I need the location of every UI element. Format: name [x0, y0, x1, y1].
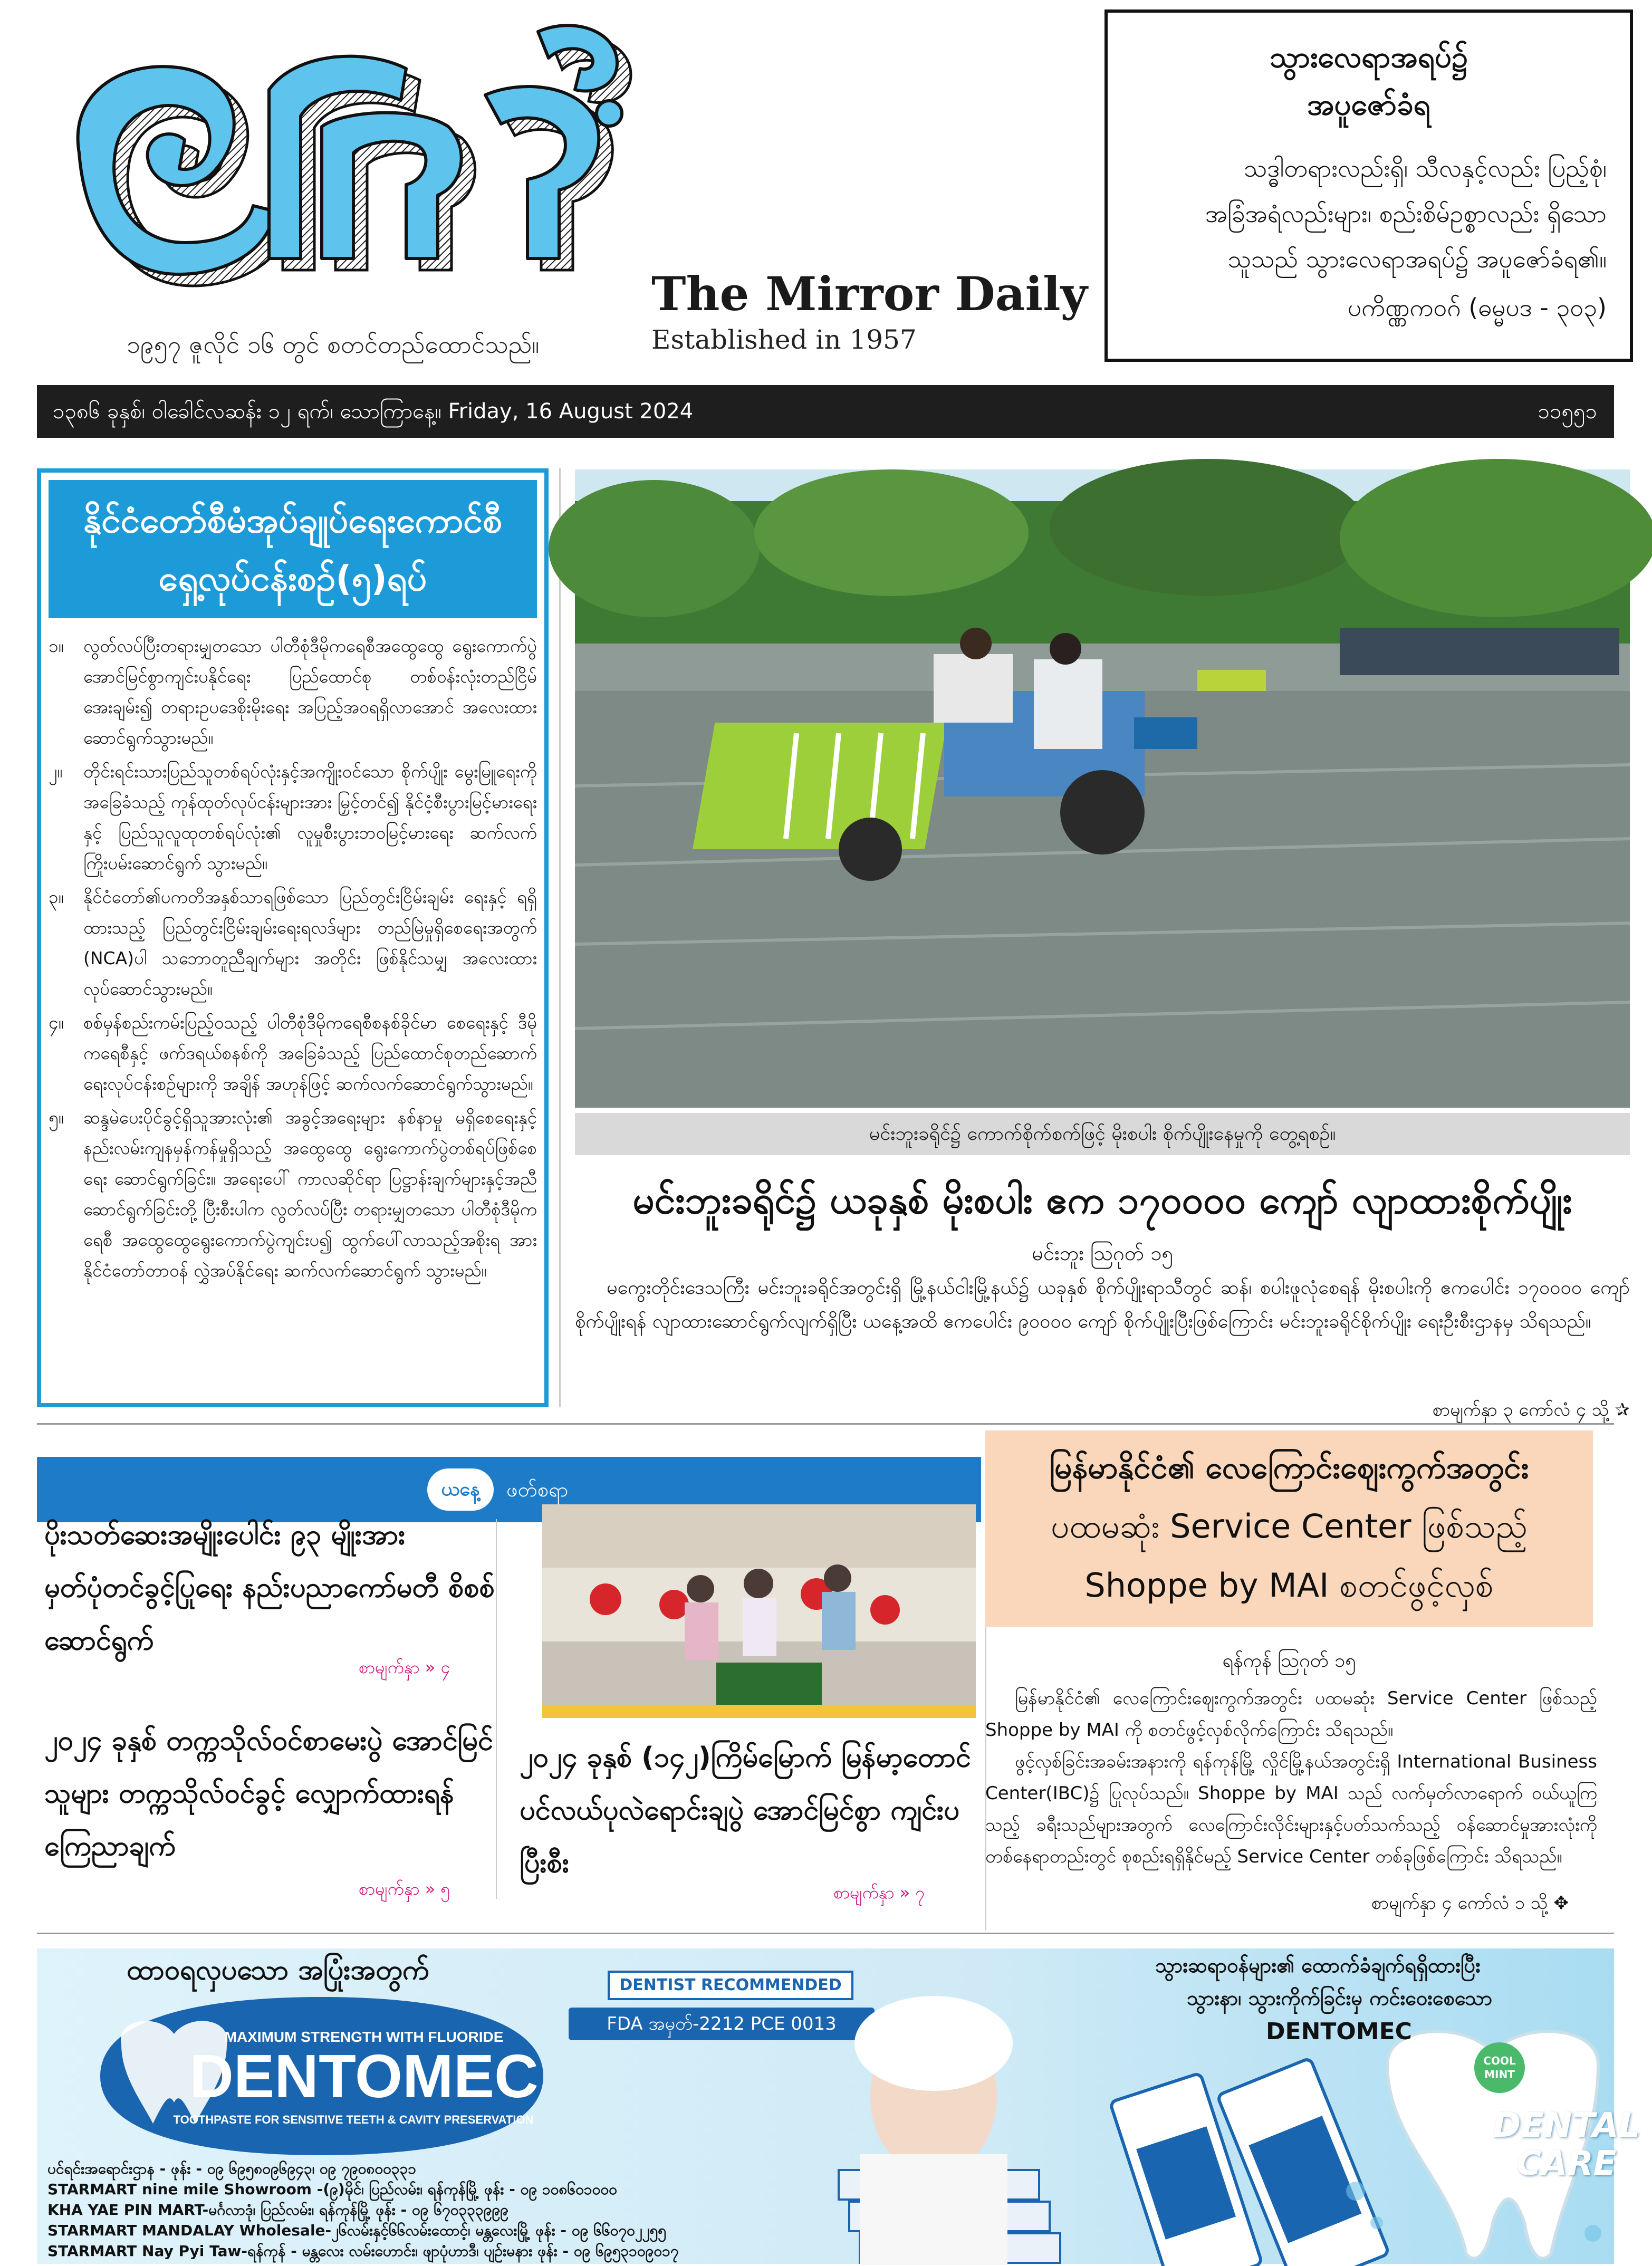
brief-page-link-3[interactable]: စာမျက်နှာ » ၇ [833, 1883, 925, 1903]
issue-date: ၁၃၈၆ ခုနှစ်၊ ဝါခေါင်လဆန်း ၁၂ ရက်၊ သောကြာနေ့။ Friday, 16 August 2024 [53, 399, 694, 424]
ad-tagline-2: သွားနာ၊ သွားကိုက်ခြင်းမှ ကင်းဝေးစေသော [1187, 1986, 1493, 2010]
ad-product-art [564, 2033, 1614, 2264]
policy-item-text: စစ်မှန်စည်းကမ်းပြည့်ဝသည့် ပါတီစုံဒီမိုကရေစီစနစ်ခိုင်မာ စေရေးနှင့် ဒီမိုကရေစီနှင့် ဖက်ဒရယ်စနစ်ကို အခြေခံသည့် ပြည်ထောင်စုတည်ဆောက်ရေးလုပ်ငန်းစဉ်များကို အချိန် အဟုန်ဖြင့် ဆက်လက်ဆောင်ရွက်သွားမည်။ [83, 1012, 537, 1094]
policy-item-text: ဆန္ဒမဲပေးပိုင်ခွင့်ရှိသူအားလုံး၏ အခွင့်အရေးများ နစ်နာမှု မရှိစေရေးနှင့် နည်းလမ်းကျနမှန်ကန်မှုရှိသည့် အထွေထွေ ရွေးကောက်ပွဲတစ်ရပ်ဖြစ်စေရေး ဆောင်ရွက်ခြင်း။ အရေးပေါ် ကာလဆိုင်ရာ ပြဋ္ဌာန်းချက်များနှင့်အညီ ဆောင်ရွက်ခြင်းတို့ ပြီးစီးပါက လွတ်လပ်ပြီး တရားမျှတသော ပါတီစုံဒီမိုကရေစီ အထွေထွေရွေးကောက်ပွဲကျင်းပ၍ ထွက်ပေါ်လာသည့်အစိုးရ အား နိုင်ငံတော်တာဝန် လွှဲအပ်နိုင်ရေး ဆက်လက်ဆောင်ရွက် သွားမည်။ [83, 1107, 537, 1281]
quote-source: ပကိဏ္ဏကဝဂ် (ဓမ္မပဒ - ၃၀၃) [1347, 293, 1607, 322]
section-divider [37, 1933, 1614, 1934]
dentomec-logo-art [69, 1997, 575, 2155]
quote-title-1: သွားလေရာအရပ်၌ [1269, 40, 1468, 74]
shoppe-para-2: ဖွင့်လှစ်ခြင်းအခမ်းအနားကို ရန်ကုန်မြို့ လှိုင်မြို့နယ်အတွင်းရှိ International Business Center(IBC)၌ ပြုလုပ်သည်။ Shoppe by MAI သည် လက်မှတ်လာရောက် ဝယ်ယူကြသည့် ခရီးသည်များအတွက် လေကြောင်းလိုင်းများနှင့်ပတ်သက်သည့် ဝန်ဆောင်မှုအားလုံးကို တစ်နေရာတည်းတွင် စုစည်းရရှိနိုင်မည့် Service Center တစ်ခုဖြစ်ကြောင်း သိရသည်။ [985, 1751, 1597, 1867]
lead-headline: မင်းဘူးခရိုင်၌ ယခုနှစ် မိုးစပါး ဧက ၁၇၀၀၀၀ ကျော် လျာထားစိုက်ပျိုး [632, 1178, 1572, 1222]
policy-heading-line1: နိုင်ငံတော်စီမံအုပ်ချုပ်ရေးကောင်စီ [83, 500, 503, 541]
brief-headline-2[interactable]: ၂၀၂၄ ခုနှစ် တက္ကသိုလ်ဝင်စာမေးပွဲ အောင်မြင်သူများ တက္ကသိုလ်ဝင်ခွင့် လျှောက်ထားရန် ကြေညာချက် [44, 1725, 493, 1862]
policy-item-number: ၁။ [49, 636, 64, 656]
brand-tagline-top: MAXIMUM STRENGTH WITH FLUORIDE [224, 2029, 504, 2045]
dental-care-text [1493, 2107, 1640, 2183]
dentomec-logo [69, 1997, 575, 2155]
policy-item [49, 882, 537, 1004]
quote-title-2: အပူဇော်ခံရ [1307, 88, 1430, 122]
policy-list [49, 631, 537, 1289]
dentist-recommended-badge: DENTIST RECOMMENDED [608, 1971, 853, 2000]
date-bar [37, 385, 1614, 438]
cool-mint-badge: COOL MINT [1474, 2042, 1525, 2093]
brief-page-link-1[interactable]: စာမျက်နှာ » ၄ [359, 1657, 450, 1677]
ad-top-line: ထာဝရလှပသော အပြုံးအတွက် [127, 1954, 429, 1986]
contents-label: ဖတ်စရာ [506, 1478, 569, 1501]
store-line: KHA YAE PIN MART-မင်္ဂလာဒုံ၊ ပြည်လမ်း၊ ရန်ကုန်မြို့ ဖုန်း - ၀၉ ၆၇၀၃၃၃၉၉၉ [47, 2201, 509, 2219]
issue-number: ၁၁၅၅၁ [1538, 399, 1597, 424]
section-divider [37, 1423, 1614, 1425]
store-line: STARMART MANDALAY Wholesale-၂၆လမ်းနှင့်၆၆လမ်းထောင့်၊ မန္တလေးမြို့ ဖုန်း - ၀၉ ၆၆၀၇၀၂၂၅၅ [47, 2222, 666, 2239]
lead-dateline: မင်းဘူး ဩဂုတ် ၁၅ [1032, 1242, 1173, 1265]
rice-planter-photo [575, 469, 1630, 1108]
shoppe-continued: စာမျက်နှာ ၄ ကော်လံ ၁ သို့ ✥ [1371, 1893, 1569, 1914]
contents-today-badge: ယနေ့ [427, 1468, 494, 1511]
policy-item [49, 1007, 537, 1099]
toothpaste-and-model-illustration [564, 2033, 1614, 2264]
store-line: STARMART nine mile Showroom -(၉)မိုင်၊ ပြည်လမ်း၊ ရန်ကုန်မြို့ ဖုန်း - ၀၉ ၁၀၈၆၀၁၀၀၀ [47, 2181, 617, 2198]
shoppe-dateline: ရန်ကုန် ဩဂုတ် ၁၅ [1222, 1650, 1356, 1672]
dhamma-quote-box [1104, 9, 1633, 362]
shoppe-headline-1: မြန်မာနိုင်ငံ၏ လေကြောင်းဈေးကွက်အတွင်း [1049, 1449, 1529, 1485]
store-line: STARMART Nay Pyi Taw-ရန်ကုန် - မန္တလေး လမ်းဟောင်း၊ ဖျာပုံဟာဒီ၊ ပျဉ်းမနား ဖုန်း - ၀၉ ၆၉၅၃၁၀၉၀၁၇ [47, 2242, 679, 2260]
policy-heading-line2: ရှေ့လုပ်ငန်းစဉ်(၅)ရပ် [158, 558, 427, 599]
mirror-logo-art [47, 11, 702, 306]
quote-line-1: သဒ္ဓါတရားလည်းရှိ၊ သီလနှင့်လည်း ပြည့်စုံ၊ [1243, 154, 1607, 183]
brief-headline-3[interactable]: ၂၀၂၄ ခုနှစ် (၁၄၂)ကြိမ်မြောက် မြန်မာ့တောင်ပင်လယ်ပုလဲရောင်းချပွဲ အောင်မြင်စွာ ကျင်းပပြီးစီး [520, 1742, 971, 1879]
policy-item [49, 631, 537, 753]
lead-continued: စာမျက်နှာ ၃ ကော်လံ ၄ သို့ ✰ [1433, 1399, 1630, 1420]
quote-line-2: အခြံအရံလည်းများ၊ စည်းစိမ်ဥစ္စာလည်း ရှိသော [1205, 199, 1607, 228]
quote-line-3: သူသည် သွားလေရာအရပ်၌ အပူဇော်ခံရ၏။ [1227, 245, 1607, 273]
policy-item-number: ၅။ [49, 1107, 64, 1128]
policy-item-text: နိုင်ငံတော်၏ပကတိအနှစ်သာရဖြစ်သော ပြည်တွင်းငြိမ်းချမ်း ရေးနှင့် ရရှိထားသည့် ပြည်တွင်းငြိမ်းချမ်းရေးရလဒ်များ တည်မြဲမှုရှိစေရေးအတွက် (NCA)ပါ သဘောတူညီချက်များ အတိုင်း ဖြစ်နိုင်သမျှ အလေးထားလုပ်ဆောင်သွားမည်။ [83, 887, 537, 999]
store-line: ပင်ရင်းအရောင်းဌာန - ဖုန်း - ၀၉ ၆၉၅၈၀၉၆၉၄၃၊ ၀၉ ၇၉၀၈၀၀၃၃၁ [47, 2160, 417, 2177]
shoppe-body [985, 1683, 1597, 1873]
shoppe-headline-box [985, 1430, 1593, 1627]
policy-heading [49, 480, 537, 618]
policy-item-text: တိုင်းရင်းသားပြည်သူတစ်ရပ်လုံးနှင့်အကျိုးဝင်သော စိုက်ပျိုး မွေးမြူရေးကိုအခြေခံသည့် ကုန်ထုတ်လုပ်ငန်းများအား မြှင့်တင်၍ နိုင်ငံ့စီးပွားမြင့်မားရေးနှင့် ပြည်သူလူထုတစ်ရပ်လုံး၏ လူမှုစီးပွားဘဝမြင့်မားရေး ဆက်လက်ကြိုးပမ်းဆောင်ရွက် သွားမည်။ [83, 761, 537, 873]
shoppe-headline-2: ပထမဆုံး Service Center ဖြစ်သည့် [1051, 1507, 1528, 1545]
policy-item-number: ၃။ [49, 887, 64, 907]
dentomec-advertisement [37, 1948, 1640, 2264]
founded-date-my: ၁၉၅၇ ဇူလိုင် ၁၆ တွင် စတင်တည်ထောင်သည်။ [127, 330, 540, 359]
masthead-logo [47, 11, 702, 306]
shoppe-headline-3: Shoppe by MAI စတင်ဖွင့်လှစ် [1084, 1566, 1494, 1605]
brief-headline-1[interactable]: ပိုးသတ်ဆေးအမျိုးပေါင်း ၉၃ မျိုးအား မှတ်ပုံတင်ခွင့်ပြုရေး နည်းပညာကော်မတီ စိစစ်ဆောင်ရွက် [44, 1519, 495, 1656]
paper-name: The Mirror Daily [651, 266, 1088, 321]
pearl-sale-photo [542, 1504, 976, 1718]
dental-care-line-2: CARE [1516, 2144, 1617, 2183]
established-year: Established in 1957 [651, 324, 917, 355]
policy-item-text: လွတ်လပ်ပြီးတရားမျှတသော ပါတီစုံဒီမိုကရေစီအထွေထွေ ရွေးကောက်ပွဲ အောင်မြင်စွာကျင်းပနိုင်ရေး ပြည်ထောင်စု တစ်ဝန်းလုံးတည်ငြိမ်အေးချမ်း၍ တရားဥပဒေစိုးမိုးရေး အပြည့်အဝရရှိလာအောင် အလေးထားဆောင်ရွက်သွားမည်။ [83, 636, 537, 748]
column-divider [496, 1519, 497, 1899]
brand-name: DENTOMEC [189, 2042, 539, 2110]
policy-item-number: ၂။ [49, 761, 63, 782]
lead-body: မကွေးတိုင်းဒေသကြီး မင်းဘူးခရိုင်အတွင်းရှိ မြို့နယ်ငါးမြို့နယ်၌ ယခုနှစ် စိုက်ပျိုးရာသီတွင် ဆန်၊ စပါးဖူလုံစေရန် မိုးစပါးကို ဧကပေါင်း ၁၇၀၀၀၀ ကျော် စိုက်ပျိုးရန် လျာထားဆောင်ရွက်လျက်ရှိပြီး ယနေ့အထိ ဧကပေါင်း ၉၀၀၀၀ ကျော် စိုက်ပျိုးပြီးဖြစ်ကြောင်း မင်းဘူးခရိုင်စိုက်ပျိုး ရေးဦးစီးဌာနမှ သိရသည်။ [575, 1277, 1630, 1332]
dental-care-line-1: DENTAL [1493, 2106, 1640, 2145]
pearl-sale-illustration [542, 1504, 976, 1718]
brief-page-link-2[interactable]: စာမျက်နှာ » ၅ [359, 1879, 450, 1899]
ad-tagline-1: သွားဆရာဝန်များ၏ ထောက်ခံချက်ရရှိထားပြီး [1155, 1954, 1481, 1977]
policy-item [49, 756, 537, 879]
lead-photo [575, 469, 1630, 1108]
brand-tagline-sub: TOOTHPASTE FOR SENSITIVE TEETH & CAVITY PRESERVATION [173, 2113, 534, 2126]
column-divider [559, 468, 561, 1407]
policy-box [37, 468, 549, 1407]
policy-item-number: ၄။ [49, 1012, 64, 1033]
fda-number: FDA အမှတ်-2212 PCE 0013 [569, 2008, 875, 2040]
shoppe-para-1: မြန်မာနိုင်ငံ၏ လေကြောင်းဈေးကွက်အတွင်း ပထမဆုံး Service Center ဖြစ်သည့် Shoppe by MAI ကို စတင်ဖွင့်လှစ်လိုက်ကြောင်း သိရသည်။ [985, 1688, 1597, 1741]
photo-caption: မင်းဘူးခရိုင်၌ ကောက်စိုက်စက်ဖြင့် မိုးစပါး စိုက်ပျိုးနေမှုကို တွေ့ရစဉ်။ [575, 1113, 1630, 1155]
policy-item [49, 1102, 537, 1286]
ad-tagline-brand: DENTOMEC [1266, 2018, 1412, 2045]
